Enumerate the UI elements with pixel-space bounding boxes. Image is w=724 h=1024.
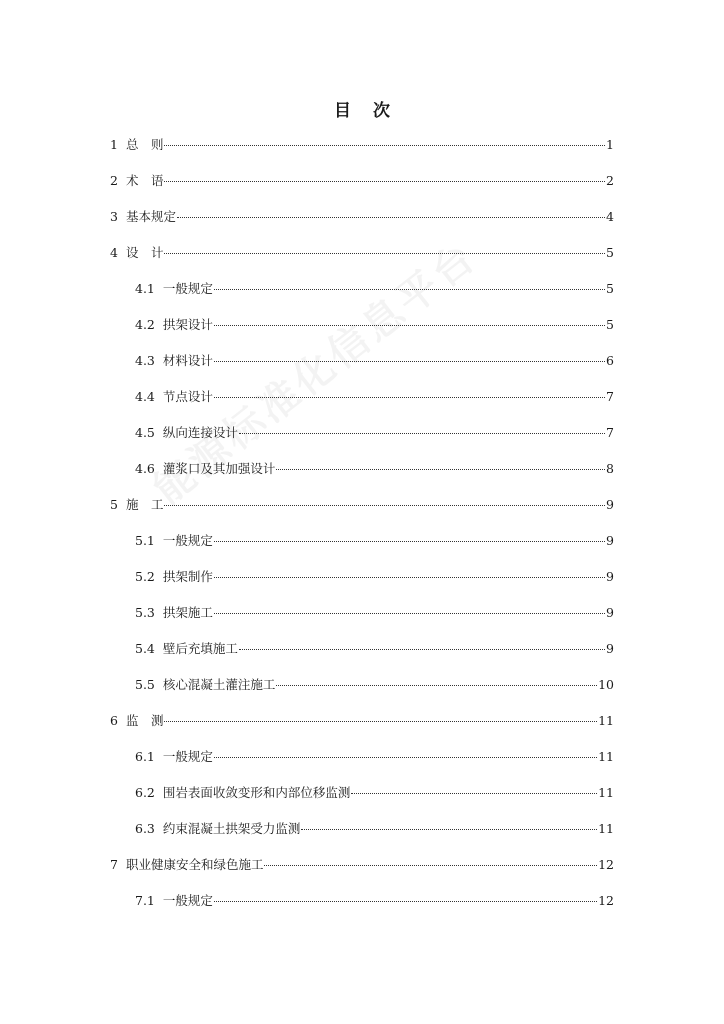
toc-entry[interactable]: [110, 711, 614, 731]
toc-leader-dots: [351, 792, 597, 794]
toc-entry-title: 约束混凝土拱架受力监测: [162, 821, 301, 836]
toc-entry[interactable]: [110, 135, 614, 155]
toc-entry-number: 6: [110, 713, 118, 728]
toc-entry-page-number: 4: [606, 209, 614, 224]
toc-entry-page-number: 8: [606, 461, 614, 476]
toc-leader-dots: [276, 468, 605, 470]
toc-entry-page-number: 9: [606, 569, 614, 584]
toc-entry-page-number: 9: [606, 605, 614, 620]
toc-entry-title: 围岩表面收敛变形和内部位移监测: [162, 785, 351, 800]
toc-entry-page-number: 12: [598, 893, 614, 908]
toc-entry-number: 7: [110, 857, 118, 872]
toc-entry-title: 拱架施工: [162, 605, 213, 620]
toc-entry-title: 拱架制作: [162, 569, 213, 584]
toc-entry-page-number: 10: [598, 677, 614, 692]
toc-entry-number: 5.4: [135, 641, 155, 656]
toc-entry-title: 节点设计: [162, 389, 213, 404]
toc-entry-title: 纵向连接设计: [162, 425, 238, 440]
toc-leader-dots: [264, 864, 597, 866]
toc-entry[interactable]: [110, 855, 614, 875]
toc-entry-page-number: 2: [606, 173, 614, 188]
toc-entry-page-number: 6: [606, 353, 614, 368]
toc-entry-number: 4.1: [135, 281, 155, 296]
toc-entry[interactable]: [135, 675, 614, 695]
toc-entry-title: 监 测: [125, 713, 164, 728]
toc-leader-dots: [214, 396, 605, 398]
toc-entry-number: 5.5: [135, 677, 155, 692]
toc-entry-page-number: 9: [606, 497, 614, 512]
toc-entry[interactable]: [135, 531, 614, 551]
toc-entry-title: 灌浆口及其加强设计: [162, 461, 276, 476]
toc-leader-dots: [301, 828, 597, 830]
toc-entry-page-number: 11: [598, 749, 614, 764]
toc-entry-page-number: 12: [598, 857, 614, 872]
toc-leader-dots: [177, 216, 605, 218]
toc-leader-dots: [164, 504, 605, 506]
toc-entry-number: 1: [110, 137, 118, 152]
toc-entry-title: 一般规定: [162, 533, 213, 548]
toc-entry-number: 4.6: [135, 461, 155, 476]
toc-entry-title: 术 语: [125, 173, 164, 188]
toc-entry-page-number: 7: [606, 425, 614, 440]
toc-entry-number: 7.1: [135, 893, 155, 908]
toc-entry-title: 核心混凝土灌注施工: [162, 677, 276, 692]
toc-entry-title: 职业健康安全和绿色施工: [125, 857, 264, 872]
toc-entry[interactable]: [110, 207, 614, 227]
toc-entry-number: 6.1: [135, 749, 155, 764]
toc-entry-page-number: 11: [598, 785, 614, 800]
toc-entry-number: 4.4: [135, 389, 155, 404]
toc-leader-dots: [214, 756, 597, 758]
toc-entry-page-number: 7: [606, 389, 614, 404]
toc-entry-page-number: 11: [598, 713, 614, 728]
toc-entry[interactable]: [135, 279, 614, 299]
toc-entry-title: 一般规定: [162, 893, 213, 908]
toc-entry[interactable]: [135, 891, 614, 911]
toc-entry-title: 拱架设计: [162, 317, 213, 332]
toc-entry[interactable]: [135, 567, 614, 587]
toc-leader-dots: [276, 684, 597, 686]
toc-leader-dots: [164, 720, 597, 722]
toc-entry-page-number: 5: [606, 245, 614, 260]
toc-entry-title: 材料设计: [162, 353, 213, 368]
toc-entry[interactable]: [135, 747, 614, 767]
toc-leader-dots: [239, 432, 605, 434]
toc-entry-title: 壁后充填施工: [162, 641, 238, 656]
toc-entry-number: 5.1: [135, 533, 155, 548]
toc-entry[interactable]: [110, 495, 614, 515]
toc-entry-number: 5.2: [135, 569, 155, 584]
toc-entry-number: 4.3: [135, 353, 155, 368]
toc-entry[interactable]: [135, 351, 614, 371]
toc-entry-title: 总 则: [125, 137, 164, 152]
toc-entry-number: 4: [110, 245, 118, 260]
toc-leader-dots: [214, 576, 605, 578]
toc-entry-number: 6.3: [135, 821, 155, 836]
toc-entry[interactable]: [135, 387, 614, 407]
toc-entry-page-number: 5: [606, 281, 614, 296]
toc-leader-dots: [239, 648, 605, 650]
toc-entry-number: 4.5: [135, 425, 155, 440]
toc-leader-dots: [164, 252, 605, 254]
toc-entry[interactable]: [135, 459, 614, 479]
toc-entry-page-number: 9: [606, 641, 614, 656]
title-char-1: 目: [334, 101, 351, 121]
title-char-2: 次: [373, 101, 390, 121]
toc-leader-dots: [214, 540, 605, 542]
toc-entry-number: 3: [110, 209, 118, 224]
toc-entry[interactable]: [135, 315, 614, 335]
toc-leader-dots: [214, 324, 605, 326]
toc-leader-dots: [214, 360, 605, 362]
toc-entry-title: 基本规定: [125, 209, 176, 224]
toc-entry-page-number: 11: [598, 821, 614, 836]
toc-leader-dots: [164, 180, 605, 182]
toc-leader-dots: [214, 612, 605, 614]
toc-entry[interactable]: [135, 639, 614, 659]
toc-entry[interactable]: [135, 819, 614, 839]
toc-entry-title: 一般规定: [162, 281, 213, 296]
toc-leader-dots: [214, 288, 605, 290]
toc-entry[interactable]: [110, 171, 614, 191]
toc-entry[interactable]: [135, 603, 614, 623]
toc-leader-dots: [214, 900, 597, 902]
toc-entry-number: 5: [110, 497, 118, 512]
toc-entry-title: 一般规定: [162, 749, 213, 764]
toc-entry-number: 5.3: [135, 605, 155, 620]
toc-entry-title: 设 计: [125, 245, 164, 260]
toc-entry-title: 施 工: [125, 497, 164, 512]
toc-entry-number: 4.2: [135, 317, 155, 332]
toc-entry[interactable]: [135, 783, 614, 803]
toc-leader-dots: [164, 144, 605, 146]
toc-entry[interactable]: [135, 423, 614, 443]
toc-entry-page-number: 1: [606, 137, 614, 152]
toc-entry[interactable]: [110, 243, 614, 263]
toc-entry-page-number: 5: [606, 317, 614, 332]
toc-entry-number: 2: [110, 173, 118, 188]
toc-entry-page-number: 9: [606, 533, 614, 548]
toc-entry-number: 6.2: [135, 785, 155, 800]
